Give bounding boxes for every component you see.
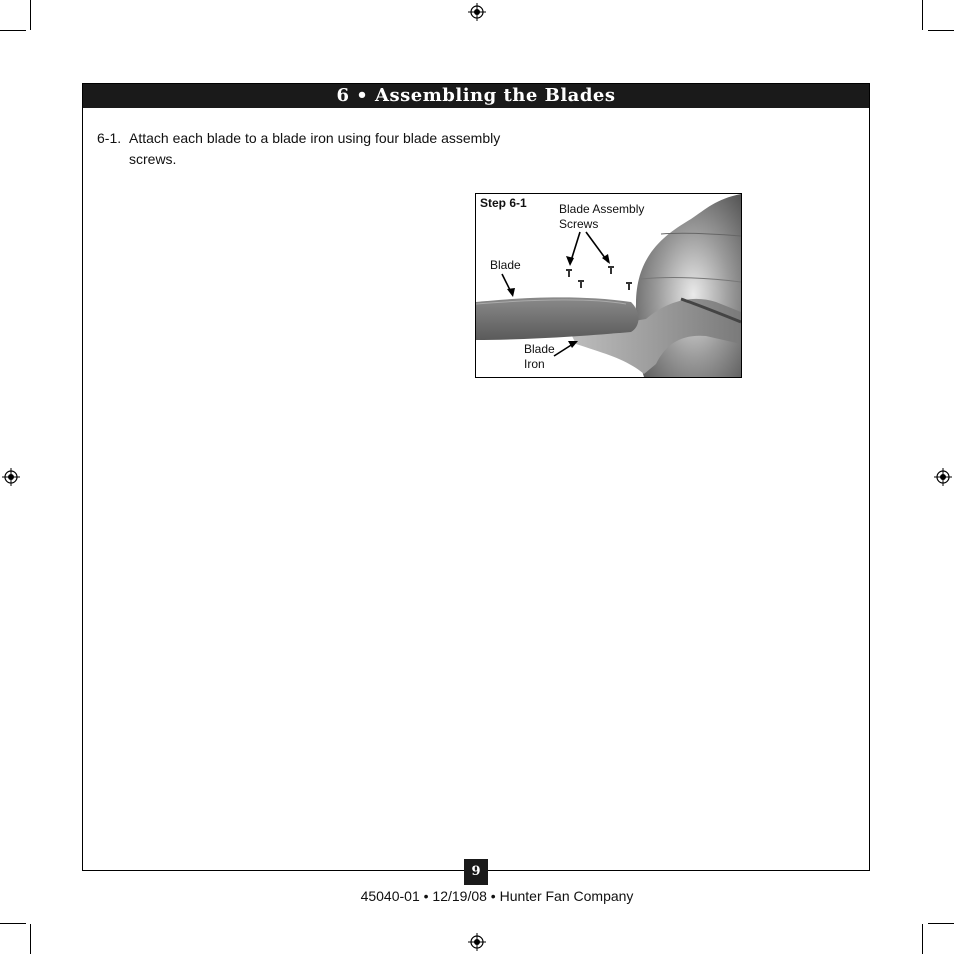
blade-label: Blade: [490, 258, 521, 272]
content-panel: [82, 83, 870, 879]
registration-mark-icon: [934, 468, 952, 486]
crop-mark: [0, 30, 26, 31]
blade-iron-label-line2: Iron: [524, 357, 545, 371]
crop-mark: [928, 30, 954, 31]
page-number: 9: [464, 859, 488, 885]
figure-title: Step 6-1: [480, 196, 527, 210]
crop-mark: [922, 0, 923, 30]
crop-mark: [922, 924, 923, 954]
step-number: 6-1.: [97, 130, 122, 146]
registration-mark-icon: [468, 933, 486, 951]
blade-iron-label-line1: Blade: [524, 342, 555, 356]
crop-mark: [928, 923, 954, 924]
step-body-text: Attach each blade to a blade iron using four blade assembly screws.: [129, 130, 501, 167]
footer-text: 45040-01 • 12/19/08 • Hunter Fan Company: [360, 888, 634, 904]
crop-mark: [0, 923, 26, 924]
section-title: 6 • Assembling the Blades: [83, 84, 869, 108]
crop-mark: [30, 924, 31, 954]
registration-mark-icon: [468, 3, 486, 21]
screws-label-line1: Blade Assembly: [559, 202, 645, 216]
step-figure: [475, 193, 742, 378]
screws-label-line2: Screws: [559, 217, 599, 231]
registration-mark-icon: [2, 468, 20, 486]
crop-mark: [30, 0, 31, 30]
blade-assembly-illustration: [476, 194, 741, 377]
